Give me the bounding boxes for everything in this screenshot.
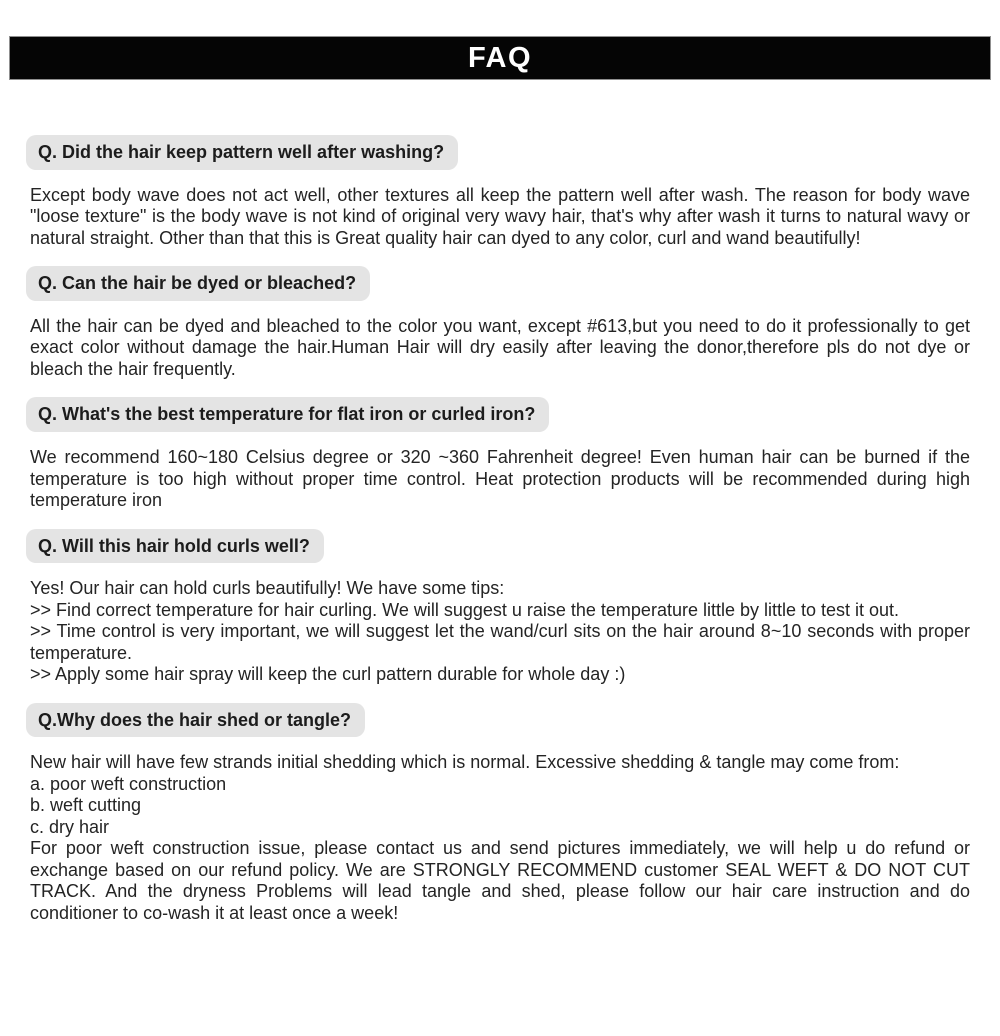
answer-paragraph: >> Apply some hair spray will keep the curl pattern durable for whole day :) xyxy=(30,664,626,685)
question-text: Q. What's the best temperature for flat iron or curled iron? xyxy=(38,404,536,425)
answer-paragraph: Except body wave does not act well, other textures all keep the pattern well after wash. The reason for body wave "loose texture" is the body wave is not kind of original very wavy hair, that's why after wash it turns to natural wavy or natural straight. Other than that this is Great quality hair can dyed to any color, curl and wand beautifully! xyxy=(30,184,970,248)
question-text: Q. Did the hair keep pattern well after washing? xyxy=(38,142,445,162)
faq-item-hold-curls xyxy=(30,529,970,686)
answer-paragraph: b. weft cutting xyxy=(30,795,142,816)
question-pill xyxy=(26,529,324,564)
answer-paragraph: >> Time control is very important, we will suggest let the wand/curl sits on the hair around 8~10 seconds with proper temperature. xyxy=(30,621,970,663)
answer-paragraph: Yes! Our hair can hold curls beautifully! We have some tips: xyxy=(30,578,505,599)
question-pill xyxy=(26,266,370,301)
question-text: Q. Can the hair be dyed or bleached? xyxy=(38,273,357,294)
answer-paragraph: All the hair can be dyed and bleached to the color you want, except #613,but you need to do it professionally to get exact color without damage the hair.Human Hair will dry easily after leaving the donor,therefore pls do not dye or bleach the hair frequently. xyxy=(30,315,970,379)
question-pill xyxy=(26,703,365,738)
page-title: FAQ xyxy=(467,41,533,74)
faq-list xyxy=(0,135,1000,924)
answer-paragraph: a. poor weft construction xyxy=(30,773,227,794)
answer-paragraph: >> Find correct temperature for hair curling. We will suggest u raise the temperature little by little to test it out. xyxy=(30,599,900,620)
answer-paragraph: We recommend 160~180 Celsius degree or 320 ~360 Fahrenheit degree! Even human hair can be burned if the temperature is too high without proper time control. Heat protection products will be recommended during high temperature iron xyxy=(30,447,970,511)
answer-paragraph: c. dry hair xyxy=(30,816,110,837)
answer-paragraph: New hair will have few strands initial shedding which is normal. Excessive shedding & tangle may come from: xyxy=(30,752,900,773)
answer-paragraph: For poor weft construction issue, please contact us and send pictures immediately, we will help u do refund or exchange based on our refund policy. We are STRONGLY RECOMMEND customer SEAL WEFT & DO NOT CUT TRACK. And the dryness Problems will lead tangle and shed, please follow our hair care instruction and do conditioner to co-wash it at least once a week! xyxy=(30,838,970,923)
faq-page xyxy=(0,36,1000,1036)
question-text: Q.Why does the hair shed or tangle? xyxy=(38,709,352,730)
faq-item-washing xyxy=(30,135,970,249)
question-text: Q. Will this hair hold curls well? xyxy=(38,535,310,556)
faq-header-bar xyxy=(9,36,991,80)
faq-item-shed-tangle xyxy=(30,703,970,925)
faq-item-temperature xyxy=(30,397,970,511)
question-pill xyxy=(26,135,458,170)
faq-item-dye-bleach xyxy=(30,266,970,380)
question-pill xyxy=(26,397,549,432)
